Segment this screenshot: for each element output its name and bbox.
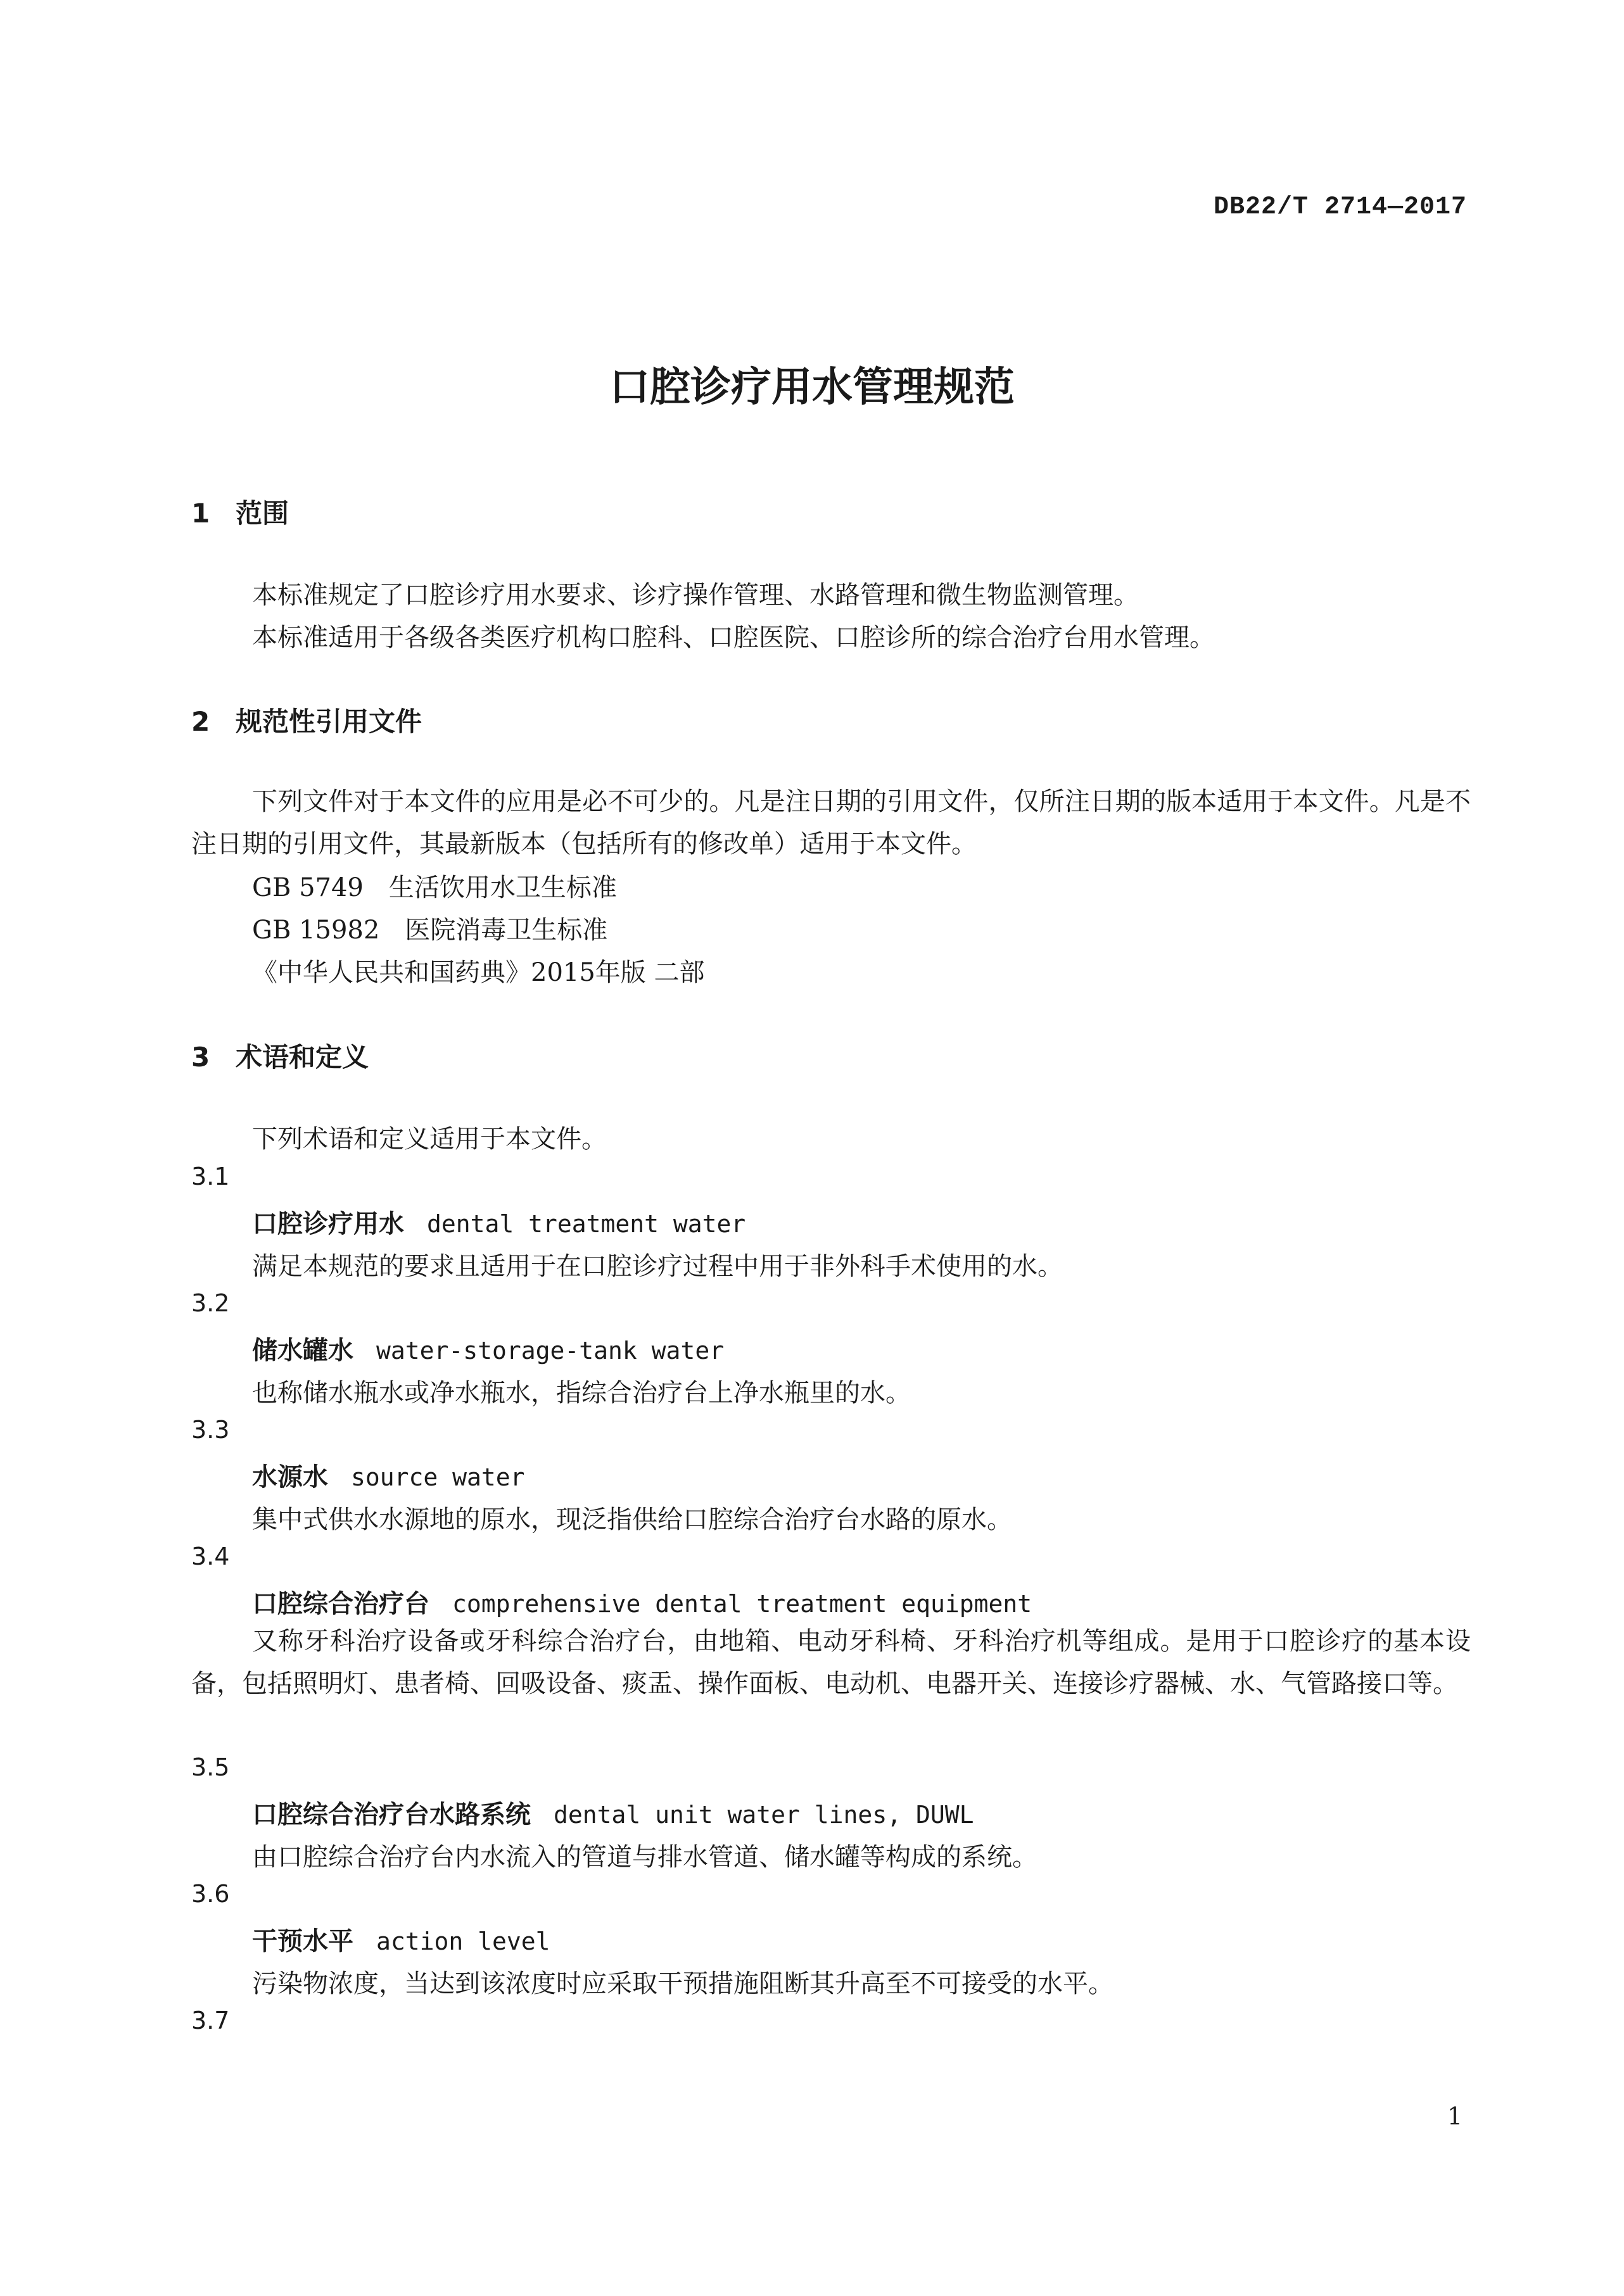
term-definition: 又称牙科治疗设备或牙科综合治疗台，由地箱、电动牙科椅、牙科治疗机等组成。是用于口腔诊疗的基本设备，包括照明灯、患者椅、回吸设备、痰盂、操作面板、电动机、电器开关、连接诊疗器械、水、气管路接口等。 (191, 1627, 1471, 1698)
term-chinese: 储水罐水 (252, 1336, 353, 1365)
term-definition: 集中式供水水源地的原水，现泛指供给口腔综合治疗台水路的原水。 (252, 1505, 1012, 1534)
term-english: dental treatment water (427, 1210, 746, 1238)
section-number: 1 (191, 498, 210, 529)
term-entry (252, 1330, 724, 1366)
scope-paragraph-2: 本标准适用于各级各类医疗机构口腔科、口腔医院、口腔诊所的综合治疗台用水管理。 (252, 623, 1215, 652)
term-chinese: 干预水平 (252, 1927, 353, 1956)
term-english: comprehensive dental treatment equipment (452, 1590, 1032, 1618)
term-chinese: 口腔诊疗用水 (252, 1209, 404, 1239)
term-number: 3.7 (191, 2007, 230, 2034)
section-title: 术语和定义 (236, 1042, 369, 1073)
term-definition: 也称储水瓶水或净水瓶水，指综合治疗台上净水瓶里的水。 (252, 1378, 911, 1408)
term-number: 3.6 (191, 1880, 230, 1908)
reference-item: 《中华人民共和国药典》2015年版 二部 (252, 958, 705, 987)
term-definition: 污染物浓度，当达到该浓度时应采取干预措施阻断其升高至不可接受的水平。 (252, 1969, 1113, 1998)
term-chinese: 口腔综合治疗台水路系统 (252, 1800, 531, 1829)
section-title: 范围 (236, 498, 289, 529)
term-entry (252, 1795, 974, 1831)
term-chinese: 水源水 (252, 1463, 328, 1492)
section-heading-terms (191, 1037, 369, 1075)
term-definition: 满足本规范的要求且适用于在口腔诊疗过程中用于非外科手术使用的水。 (252, 1252, 1063, 1281)
terms-intro: 下列术语和定义适用于本文件。 (252, 1125, 607, 1154)
page-number: 1 (1447, 2102, 1462, 2130)
document-title: 口腔诊疗用水管理规范 (609, 364, 1015, 411)
term-chinese: 口腔综合治疗台 (252, 1589, 429, 1618)
section-number: 2 (191, 706, 210, 737)
standard-code: DB22/T 2714—2017 (1213, 193, 1467, 222)
term-english: source water (351, 1463, 525, 1491)
term-number: 3.2 (191, 1289, 230, 1317)
reference-item: GB 5749 生活饮用水卫生标准 (252, 873, 617, 902)
term-entry (252, 1921, 550, 1957)
term-entry (252, 1584, 1032, 1620)
section-heading-scope (191, 493, 289, 531)
scope-paragraph-1: 本标准规定了口腔诊疗用水要求、诊疗操作管理、水路管理和微生物监测管理。 (252, 581, 1139, 610)
section-title: 规范性引用文件 (236, 706, 422, 737)
term-definition: 由口腔综合治疗台内水流入的管道与排水管道、储水罐等构成的系统。 (252, 1843, 1037, 1872)
term-number: 3.3 (191, 1416, 230, 1444)
reference-item: GB 15982 医院消毒卫生标准 (252, 916, 608, 945)
term-entry (252, 1457, 525, 1493)
term-number: 3.4 (191, 1542, 230, 1570)
term-number: 3.5 (191, 1753, 230, 1781)
section-number: 3 (191, 1042, 210, 1073)
term-english: water-storage-tank water (376, 1337, 725, 1365)
term-number: 3.1 (191, 1163, 230, 1190)
term-entry (252, 1204, 745, 1240)
references-intro: 下列文件对于本文件的应用是必不可少的。凡是注日期的引用文件，仅所注日期的版本适用于本文件。凡是不注日期的引用文件，其最新版本（包括所有的修改单）适用于本文件。 (191, 787, 1471, 859)
term-english: dental unit water lines, DUWL (554, 1801, 974, 1829)
term-english: action level (376, 1927, 550, 1955)
section-heading-references (191, 701, 422, 739)
